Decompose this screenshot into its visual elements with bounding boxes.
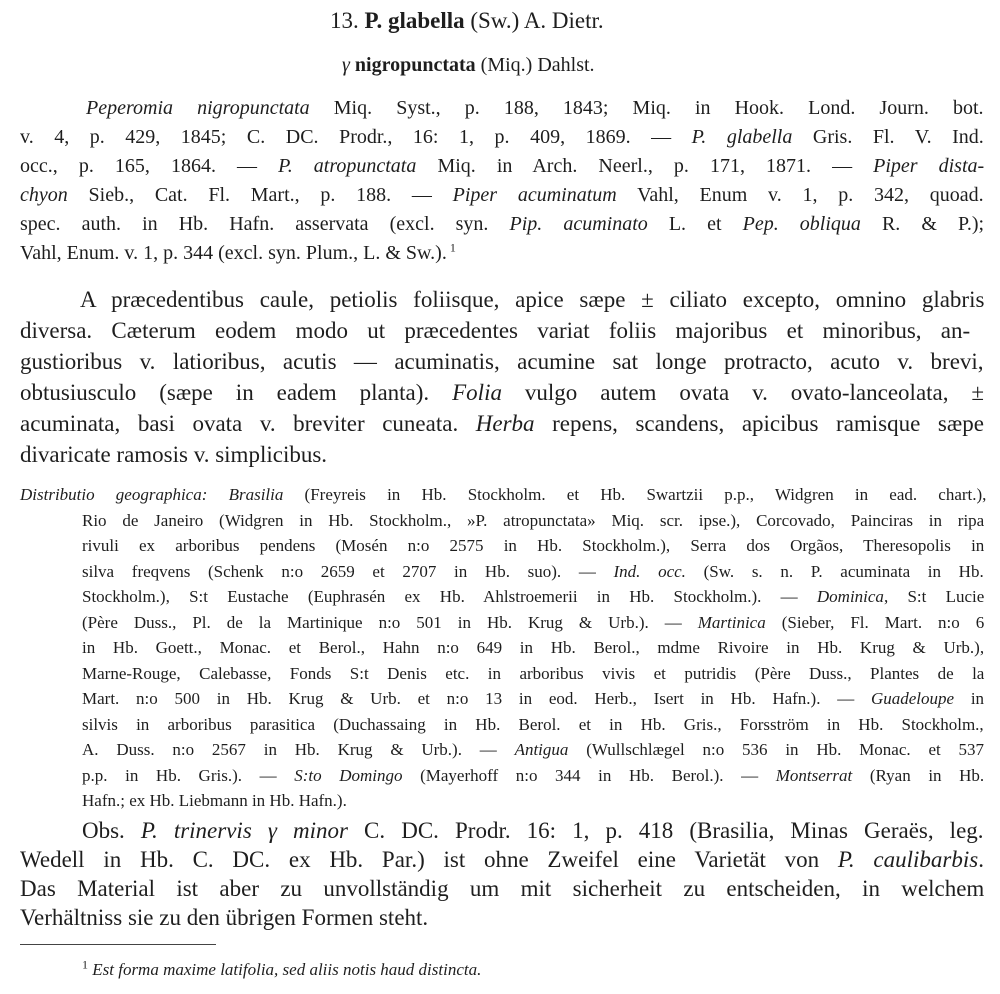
distribution-line	[82, 766, 984, 786]
synonymy-line	[20, 242, 456, 265]
species-name: P. glabella	[364, 8, 465, 33]
description-line	[20, 318, 970, 344]
variety-name: nigropunctata	[354, 54, 476, 76]
text: .	[978, 847, 984, 872]
text: obtusiusculo (sæpe in eadem planta).	[20, 380, 453, 405]
distribution-line	[82, 740, 984, 760]
text: vulgo autem ovata v. ovato-lanceolata, ±	[501, 380, 985, 405]
italic-text: Piper acuminatum	[452, 184, 617, 206]
text: occ., p. 165, 1864. —	[20, 155, 279, 177]
text: in	[954, 689, 985, 708]
text: Rio de Janeiro (Widgren in Hb. Stockholm., »P. atropunctata» Miq. scr. ipse.), Corcovado, Painciras in ripa	[82, 510, 985, 530]
distribution-line	[82, 689, 984, 709]
description-line	[20, 380, 984, 406]
italic-text: Peperomia nigropunctata	[86, 97, 310, 119]
text: R. & P.);	[860, 213, 985, 235]
distribution-line	[82, 715, 984, 735]
italic-text: Piper dista-	[873, 155, 985, 177]
text: Mart. n:o 500 in Hb. Krug & Urb. et n:o 13 in eod. Herb., Isert in Hb. Hafn.). —	[82, 689, 871, 708]
italic-text: Montserrat	[775, 765, 853, 785]
text: , S:t Lucie	[883, 587, 985, 606]
italic-text: Pep. obliqua	[742, 213, 861, 235]
text: Das Material ist aber zu unvollständig um mit sicherheit zu entscheiden, in welchem	[20, 876, 985, 901]
text: (Sw. s. n. P. acuminata in Hb.	[685, 561, 984, 581]
text: Stockholm.), S:t Eustache (Euphrasén ex Hb. Ahlstroemerii in Hb. Stockholm.). —	[82, 587, 817, 606]
text: Gris. Fl. V. Ind.	[792, 126, 984, 148]
text: Vahl, Enum. v. 1, p. 344 (excl. syn. Plum., L. & Sw.).	[20, 242, 447, 264]
text: A præcedentibus caule, petiolis foliisque, apice sæpe ± ciliato excepto, omnino glabris	[80, 287, 985, 312]
observation-line	[82, 818, 984, 844]
species-author: (Sw.) A. Dietr.	[470, 8, 604, 33]
italic-text: Herba	[475, 411, 535, 436]
text: gustioribus v. latioribus, acutis — acuminatis, acumine sat longe protracto, acuto v. brevi,	[20, 349, 984, 374]
distribution-line	[82, 587, 984, 607]
description-line	[20, 411, 984, 437]
text: (Ryan in Hb.	[852, 765, 985, 785]
footnote	[82, 957, 482, 980]
italic-text: Martinica	[697, 612, 766, 632]
text: p.p. in Hb. Gris.). —	[82, 765, 295, 785]
distribution-line	[82, 613, 984, 633]
italic-text: Pip. acuminato	[509, 213, 648, 235]
italic-text: S:to Domingo	[294, 765, 403, 785]
distribution-line	[20, 485, 986, 505]
distribution-line	[82, 536, 984, 556]
footnote-rule	[20, 944, 216, 945]
observation-line	[20, 876, 984, 902]
text: Obs.	[82, 818, 141, 843]
distribution-line	[82, 638, 984, 658]
italic-text: P. caulibarbis	[837, 847, 979, 872]
species-number: 13.	[330, 8, 359, 33]
italic-text: Antigua	[514, 740, 569, 759]
text: Marne-Rouge, Calebasse, Fonds S:t Denis etc. in arboribus vivis et putridis (Père Duss., Plantes de la	[82, 663, 985, 683]
text: Vahl, Enum v. 1, p. 342, quoad.	[616, 184, 984, 206]
text: (Wullschlægel n:o 536 in Hb. Monac. et 537	[568, 740, 985, 759]
text: Wedell in Hb. C. DC. ex Hb. Par.) ist ohne Zweifel eine Varietät von	[20, 847, 838, 872]
observation-line	[20, 905, 428, 931]
variety-greek: γ	[342, 54, 350, 76]
text: v. 4, p. 429, 1845; C. DC. Prodr., 16: 1, p. 409, 1869. —	[20, 126, 692, 148]
description-line	[20, 349, 984, 375]
text: (Père Duss., Pl. de la Martinique n:o 501 in Hb. Krug & Urb.). —	[82, 612, 698, 632]
italic-text: Dominica	[816, 587, 884, 606]
footnote-marker: 1	[82, 957, 88, 972]
synonymy-line	[20, 155, 984, 178]
footnote-reference: 1	[446, 240, 456, 255]
text: Hafn.; ex Hb. Liebmann in Hb. Hafn.).	[82, 791, 347, 810]
italic-text: chyon	[20, 184, 68, 206]
text: rivuli ex arboribus pendens (Mosén n:o 2575 in Hb. Stockholm.), Serra dos Orgãos, Theresopolis in	[82, 536, 985, 555]
text: A. Duss. n:o 2567 in Hb. Krug & Urb.). —	[82, 740, 515, 759]
distribution-line	[82, 791, 347, 811]
text: L. et	[647, 213, 743, 235]
text: diversa. Cæterum eodem modo ut præcedentes variat foliis majoribus et minoribus, an-	[20, 318, 971, 343]
text: divaricate ramosis v. simplicibus.	[20, 442, 328, 467]
distribution-line	[82, 664, 984, 684]
description-line	[20, 442, 327, 468]
italic-text: Ind. occ.	[613, 561, 686, 581]
text: C. DC. Prodr. 16: 1, p. 418 (Brasilia, Minas Geraës, leg.	[347, 818, 984, 843]
italic-text: Distributio geographica: Brasilia	[20, 485, 284, 504]
text: (Mayerhoff n:o 344 in Hb. Berol.). —	[402, 765, 776, 785]
text: Sieb., Cat. Fl. Mart., p. 188. —	[67, 184, 453, 206]
variety-author: (Miq.) Dahlst.	[480, 54, 595, 76]
text: acuminata, basi ovata v. breviter cuneata.	[20, 411, 476, 436]
variety-heading	[342, 54, 595, 77]
italic-text: Folia	[452, 380, 502, 405]
distribution-line	[82, 562, 984, 582]
text: Miq. Syst., p. 188, 1843; Miq. in Hook. Lond. Journ. bot.	[309, 97, 984, 119]
text: repens, scandens, apicibus ramisque sæpe	[534, 411, 984, 436]
text: Miq. in Arch. Neerl., p. 171, 1871. —	[416, 155, 874, 177]
italic-text: Guadeloupe	[870, 689, 955, 708]
text: in Hb. Goett., Monac. et Berol., Hahn n:o 649 in Hb. Berol., mdme Rivoire in Hb. Krug & Urb.),	[82, 638, 985, 657]
observation-line	[20, 847, 984, 873]
footnote-text: Est forma maxime latifolia, sed aliis notis haud distincta.	[92, 960, 482, 979]
text: (Sieber, Fl. Mart. n:o 6	[765, 612, 985, 632]
synonymy-line	[20, 184, 984, 207]
text: silvis in arboribus parasitica (Duchassaing in Hb. Berol. et in Hb. Gris., Forsström in Hb. Stockholm.,	[82, 714, 984, 734]
synonymy-line	[86, 97, 984, 120]
text: silva freqvens (Schenk n:o 2659 et 2707 in Hb. suo). —	[82, 561, 614, 581]
text: (Freyreis in Hb. Stockholm. et Hb. Swartzii p.p., Widgren in ead. chart.),	[283, 485, 987, 504]
species-heading	[330, 8, 604, 34]
italic-text: P. trinervis γ minor	[140, 818, 348, 843]
text: Verhältniss sie zu den übrigen Formen steht.	[20, 905, 429, 930]
italic-text: P. atropunctata	[278, 155, 417, 177]
synonymy-line	[20, 213, 984, 236]
text: spec. auth. in Hb. Hafn. asservata (excl. syn.	[20, 213, 510, 235]
description-line	[80, 287, 984, 313]
italic-text: P. glabella	[691, 126, 793, 148]
synonymy-line	[20, 126, 984, 149]
distribution-line	[82, 511, 984, 531]
